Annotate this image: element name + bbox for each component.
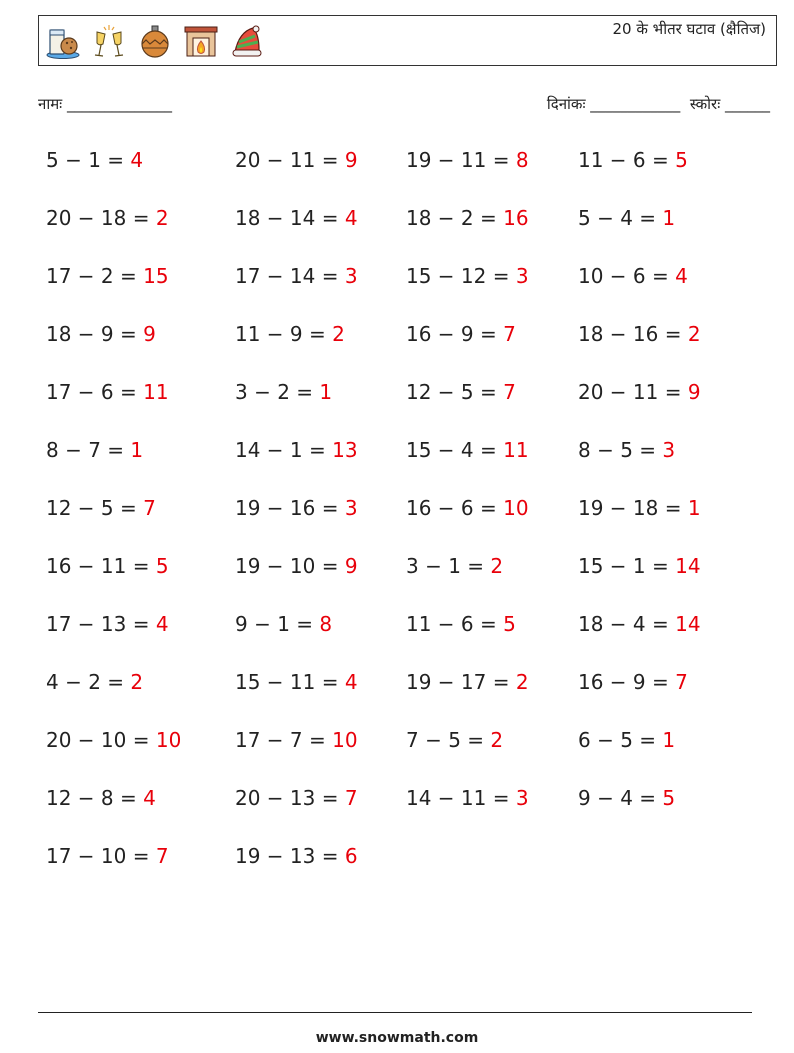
- problem-item: [578, 206, 675, 230]
- problem-answer: 2: [490, 554, 504, 578]
- problem-question: 19 − 10 =: [235, 554, 345, 578]
- problem-item: [406, 496, 529, 520]
- problem-question: 17 − 10 =: [46, 844, 156, 868]
- problem-item: [235, 322, 345, 346]
- problem-item: [46, 612, 169, 636]
- problem-question: 8 − 5 =: [578, 438, 663, 462]
- date-field[interactable]: दिनांकः ____________: [546, 95, 681, 113]
- problem-item: [406, 554, 503, 578]
- problem-answer: 6: [344, 844, 358, 868]
- problem-question: 5 − 1 =: [46, 148, 131, 172]
- problem-answer: 5: [155, 554, 169, 578]
- problem-answer: 10: [155, 728, 182, 752]
- problem-answer: 2: [332, 322, 345, 346]
- problem-answer: 2: [155, 206, 169, 230]
- problem-answer: 3: [515, 786, 529, 810]
- problem-answer: 3: [662, 438, 676, 462]
- problem-answer: 16: [503, 206, 529, 230]
- problem-item: [46, 438, 143, 462]
- problem-question: 18 − 2 =: [406, 206, 504, 230]
- problem-answer: 7: [344, 786, 358, 810]
- problem-question: 15 − 11 =: [235, 670, 345, 694]
- problem-question: 19 − 11 =: [406, 148, 516, 172]
- problem-answer: 8: [515, 148, 529, 172]
- problem-item: [578, 148, 688, 172]
- problem-item: [235, 380, 332, 404]
- problem-answer: 7: [503, 380, 516, 404]
- problem-item: [235, 612, 332, 636]
- name-field[interactable]: नामः ______________: [38, 95, 172, 113]
- problem-answer: 7: [143, 496, 156, 520]
- problem-question: 18 − 16 =: [578, 322, 688, 346]
- problem-question: 19 − 17 =: [406, 670, 516, 694]
- problem-answer: 5: [503, 612, 516, 636]
- problem-question: 15 − 4 =: [406, 438, 504, 462]
- problem-question: 17 − 14 =: [235, 264, 345, 288]
- problem-question: 19 − 13 =: [235, 844, 345, 868]
- problem-item: [406, 728, 503, 752]
- problem-item: [235, 264, 358, 288]
- problem-item: [46, 148, 143, 172]
- score-field[interactable]: स्कोरः ______: [689, 95, 770, 113]
- problem-answer: 2: [687, 322, 701, 346]
- problem-answer: 2: [490, 728, 504, 752]
- problem-question: 20 − 18 =: [46, 206, 156, 230]
- problem-question: 20 − 11 =: [235, 148, 345, 172]
- problem-item: [235, 554, 358, 578]
- problem-question: 17 − 7 =: [235, 728, 333, 752]
- problem-item: [46, 844, 169, 868]
- problem-question: 14 − 11 =: [406, 786, 516, 810]
- problem-answer: 8: [319, 612, 333, 636]
- problem-item: [406, 148, 529, 172]
- problem-question: 19 − 16 =: [235, 496, 345, 520]
- problem-item: [578, 380, 701, 404]
- christmas-ornament-icon: [137, 22, 173, 60]
- problem-question: 12 − 5 =: [46, 496, 144, 520]
- problem-question: 12 − 5 =: [406, 380, 504, 404]
- problem-question: 19 − 18 =: [578, 496, 688, 520]
- problem-answer: 2: [515, 670, 529, 694]
- problem-question: 17 − 2 =: [46, 264, 144, 288]
- problem-answer: 4: [143, 786, 156, 810]
- problem-item: [235, 670, 358, 694]
- problem-answer: 7: [155, 844, 169, 868]
- problem-question: 11 − 6 =: [578, 148, 676, 172]
- problem-question: 11 − 6 =: [406, 612, 504, 636]
- milk-cookies-icon: [45, 22, 81, 60]
- problem-question: 20 − 10 =: [46, 728, 156, 752]
- problem-answer: 10: [503, 496, 529, 520]
- problem-question: 16 − 6 =: [406, 496, 504, 520]
- problem-item: [406, 380, 516, 404]
- problem-item: [578, 728, 675, 752]
- problem-item: [406, 206, 529, 230]
- problem-item: [46, 206, 169, 230]
- problem-question: 17 − 13 =: [46, 612, 156, 636]
- problem-answer: 1: [662, 206, 676, 230]
- champagne-toast-icon: [91, 22, 127, 60]
- problem-answer: 4: [675, 264, 688, 288]
- problem-answer: 1: [130, 438, 144, 462]
- problem-answer: 4: [344, 670, 358, 694]
- problem-question: 7 − 5 =: [406, 728, 491, 752]
- problem-item: [46, 380, 169, 404]
- problem-answer: 1: [662, 728, 676, 752]
- problem-question: 18 − 14 =: [235, 206, 345, 230]
- problem-item: [578, 264, 688, 288]
- problem-item: [578, 322, 701, 346]
- problem-answer: 4: [344, 206, 358, 230]
- problem-answer: 2: [130, 670, 144, 694]
- problem-question: 9 − 4 =: [578, 786, 663, 810]
- problem-item: [235, 206, 358, 230]
- date-score-fields: [547, 94, 770, 114]
- problem-item: [578, 496, 701, 520]
- problem-question: 6 − 5 =: [578, 728, 663, 752]
- problem-item: [578, 612, 701, 636]
- problem-answer: 1: [687, 496, 701, 520]
- problem-item: [235, 148, 358, 172]
- problem-question: 3 − 1 =: [406, 554, 491, 578]
- problem-item: [46, 728, 181, 752]
- problem-question: 8 − 7 =: [46, 438, 131, 462]
- problem-question: 15 − 12 =: [406, 264, 516, 288]
- problem-answer: 3: [344, 496, 358, 520]
- problem-answer: 1: [319, 380, 333, 404]
- problem-answer: 11: [143, 380, 169, 404]
- footer-website[interactable]: www.snowmath.com: [315, 1030, 479, 1046]
- problem-item: [235, 496, 358, 520]
- problem-item: [46, 264, 169, 288]
- problem-question: 18 − 9 =: [46, 322, 144, 346]
- problem-question: 12 − 8 =: [46, 786, 144, 810]
- problem-question: 20 − 13 =: [235, 786, 345, 810]
- problem-question: 10 − 6 =: [578, 264, 676, 288]
- problem-answer: 13: [332, 438, 358, 462]
- problem-item: [46, 786, 156, 810]
- header-icons: [45, 22, 265, 60]
- problem-question: 3 − 2 =: [235, 380, 320, 404]
- problem-question: 15 − 1 =: [578, 554, 676, 578]
- problem-item: [578, 438, 675, 462]
- problem-answer: 3: [515, 264, 529, 288]
- problem-item: [406, 438, 529, 462]
- problem-item: [46, 496, 156, 520]
- problem-question: 9 − 1 =: [235, 612, 320, 636]
- problem-item: [406, 612, 516, 636]
- problem-question: 18 − 4 =: [578, 612, 676, 636]
- problem-question: 4 − 2 =: [46, 670, 131, 694]
- problem-answer: 9: [344, 554, 358, 578]
- problem-answer: 9: [687, 380, 701, 404]
- problem-question: 16 − 11 =: [46, 554, 156, 578]
- problem-item: [406, 264, 529, 288]
- problem-question: 16 − 9 =: [406, 322, 504, 346]
- problem-item: [406, 670, 529, 694]
- problem-item: [406, 322, 516, 346]
- problem-answer: 10: [332, 728, 358, 752]
- problem-item: [235, 786, 358, 810]
- problem-question: 17 − 6 =: [46, 380, 144, 404]
- problem-question: 20 − 11 =: [578, 380, 688, 404]
- problem-answer: 3: [344, 264, 358, 288]
- problem-item: [46, 554, 169, 578]
- problem-item: [406, 786, 529, 810]
- fireplace-icon: [183, 22, 219, 60]
- problem-answer: 9: [143, 322, 156, 346]
- santa-hat-icon: [229, 22, 265, 60]
- problem-answer: 14: [675, 554, 701, 578]
- problem-answer: 7: [503, 322, 516, 346]
- problem-answer: 14: [675, 612, 701, 636]
- problem-item: [578, 786, 675, 810]
- problem-answer: 9: [344, 148, 358, 172]
- problem-answer: 4: [155, 612, 169, 636]
- problem-answer: 4: [130, 148, 144, 172]
- problem-item: [578, 554, 701, 578]
- problem-item: [46, 322, 156, 346]
- problem-answer: 11: [503, 438, 529, 462]
- problem-answer: 5: [662, 786, 676, 810]
- problem-item: [46, 670, 143, 694]
- problem-item: [578, 670, 688, 694]
- problem-question: 11 − 9 =: [235, 322, 333, 346]
- problem-answer: 7: [675, 670, 688, 694]
- footer-divider: [38, 1012, 752, 1013]
- problem-question: 16 − 9 =: [578, 670, 676, 694]
- problem-question: 14 − 1 =: [235, 438, 333, 462]
- worksheet-header: [38, 15, 777, 66]
- problem-item: [235, 844, 358, 868]
- problem-answer: 15: [143, 264, 169, 288]
- problem-item: [235, 728, 358, 752]
- problem-item: [235, 438, 358, 462]
- worksheet-title: 20 के भीतर घटाव (क्षैतिज): [612, 20, 766, 38]
- problem-answer: 5: [675, 148, 688, 172]
- problem-question: 5 − 4 =: [578, 206, 663, 230]
